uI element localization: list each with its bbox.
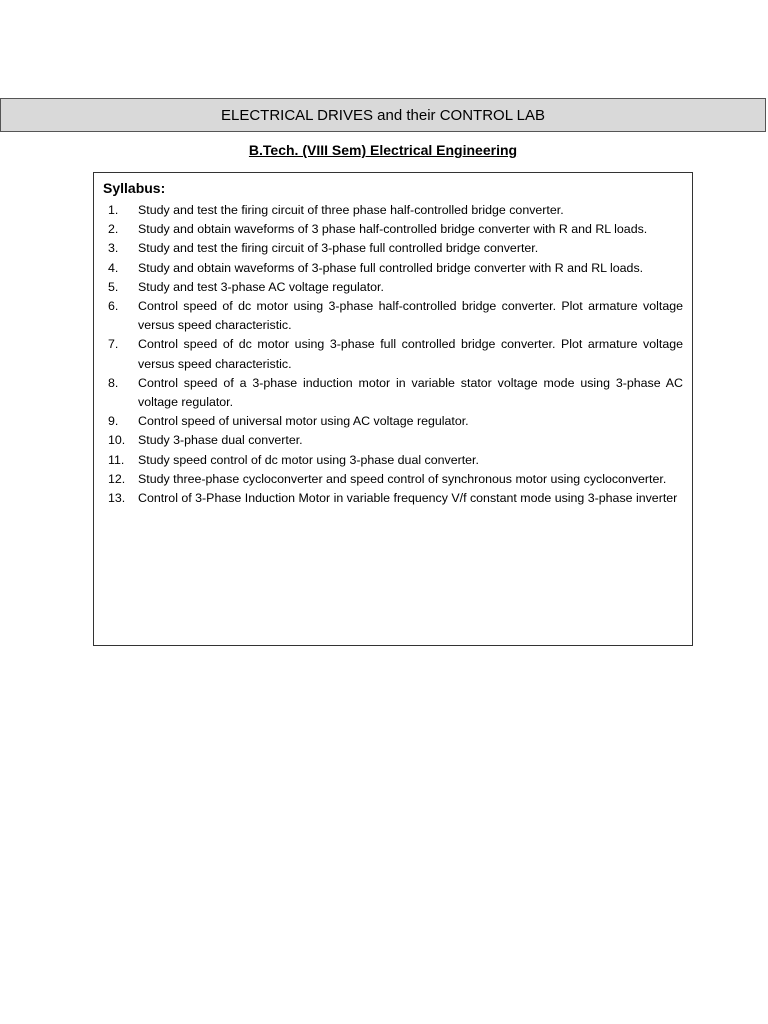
item-number: 3. <box>108 241 119 256</box>
list-item <box>103 374 683 412</box>
item-number: 12. <box>108 471 126 486</box>
list-item <box>103 451 683 470</box>
syllabus-heading: Syllabus: <box>103 180 166 196</box>
item-number: 13. <box>108 491 126 506</box>
item-text: Control of 3-Phase Induction Motor in variable frequency V/f constant mode using 3-phase inverter <box>138 491 678 506</box>
item-number: 7. <box>108 337 119 352</box>
syllabus-list <box>103 201 683 508</box>
item-text: Study three-phase cycloconverter and speed control of synchronous motor using cycloconverter. <box>138 471 667 486</box>
item-text: Study and obtain waveforms of 3-phase full controlled bridge converter with R and RL loads. <box>138 260 644 275</box>
item-text: Study 3-phase dual converter. <box>138 433 303 448</box>
list-item <box>103 412 683 431</box>
item-number: 11. <box>108 452 125 467</box>
list-item <box>103 220 683 239</box>
item-number: 6. <box>108 299 119 314</box>
item-text: Control speed of universal motor using AC voltage regulator. <box>138 414 469 429</box>
list-item <box>103 297 683 335</box>
item-number: 9. <box>108 414 119 429</box>
list-item <box>103 470 683 489</box>
item-number: 4. <box>108 260 119 275</box>
item-text: Study and test 3-phase AC voltage regulator. <box>138 279 384 294</box>
item-number: 10. <box>108 433 126 448</box>
item-text: Study and test the firing circuit of 3-phase full controlled bridge converter. <box>138 241 539 256</box>
lab-title: ELECTRICAL DRIVES and their CONTROL LAB <box>221 106 545 124</box>
list-item <box>103 239 683 258</box>
list-item <box>103 335 683 373</box>
item-number: 5. <box>108 279 119 294</box>
item-number: 2. <box>108 222 119 237</box>
item-text: Study and test the firing circuit of three phase half-controlled bridge converter. <box>138 203 564 217</box>
list-item <box>103 278 683 297</box>
item-number: 1. <box>108 203 119 217</box>
list-item <box>103 431 683 450</box>
list-item <box>103 201 683 220</box>
list-item <box>103 259 683 278</box>
lab-title-banner <box>0 98 766 132</box>
item-text: Study and obtain waveforms of 3 phase half-controlled bridge converter with R and RL loads. <box>138 222 648 237</box>
item-text: Control speed of a 3-phase induction motor in variable stator voltage mode using 3-phase AC voltage regulator. <box>138 375 683 410</box>
syllabus-box <box>93 172 693 646</box>
item-number: 8. <box>108 375 119 390</box>
item-text: Study speed control of dc motor using 3-phase dual converter. <box>138 452 479 467</box>
item-text: Control speed of dc motor using 3-phase full controlled bridge converter. Plot armature voltage versus speed characteristic. <box>138 337 683 371</box>
course-subtitle: B.Tech. (VIII Sem) Electrical Engineering <box>248 142 518 158</box>
list-item <box>103 489 683 508</box>
item-text: Control speed of dc motor using 3-phase half-controlled bridge converter. Plot armature voltage versus speed characteristic. <box>138 299 683 333</box>
